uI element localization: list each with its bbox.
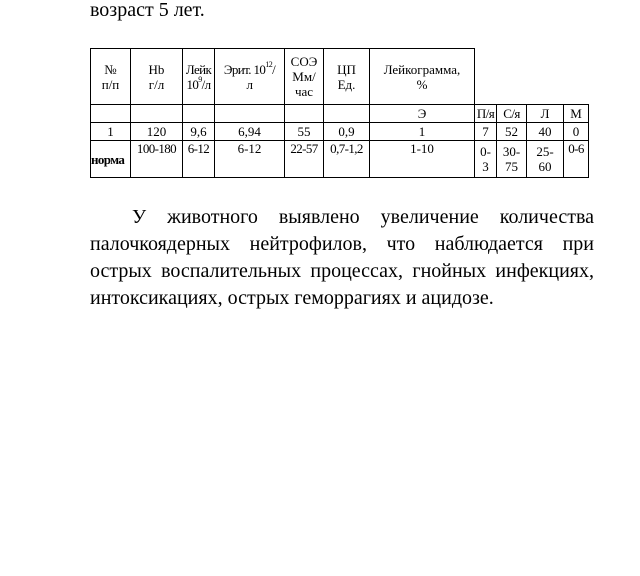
value-cell: 0 xyxy=(564,123,589,141)
norm-esr: 22-57 xyxy=(285,141,324,178)
intro-text-tail: возраст 5 лет. xyxy=(90,0,205,21)
header-row xyxy=(91,49,589,105)
header-erythrocytes: Эрит. $10^{12}/$ л xyxy=(215,49,285,105)
norm-band-neutrophils: 0- 3 xyxy=(475,141,497,178)
norm-eosinophils: 1-10 xyxy=(370,141,475,178)
sub-segmented-neutrophils: С/я xyxy=(497,105,527,123)
sub-empty-cell xyxy=(285,105,324,123)
norm-color-index: 0,7-1,2 xyxy=(324,141,370,178)
norm-lymphocytes: 25- 60 xyxy=(527,141,564,178)
value-cell: 6,94 xyxy=(215,123,285,141)
value-cell: 0,9 xyxy=(324,123,370,141)
norm-hb: 100-180 xyxy=(131,141,183,178)
sub-empty-cell xyxy=(215,105,285,123)
blood-test-table xyxy=(90,48,589,178)
sub-eosinophils: Э xyxy=(370,105,475,123)
norm-segmented-neutrophils: 30- 75 xyxy=(497,141,527,178)
value-cell: 120 xyxy=(131,123,183,141)
value-cell: 9,6 xyxy=(183,123,215,141)
value-cell: 1 xyxy=(91,123,131,141)
header-leukogram: Лейкограмма, % xyxy=(370,49,475,105)
header-hb: Hb г/л xyxy=(131,49,183,105)
header-num: № п/п xyxy=(91,49,131,105)
header-color-index: ЦП Ед. xyxy=(324,49,370,105)
sub-lymphocytes: Л xyxy=(527,105,564,123)
sub-monocytes: М xyxy=(564,105,589,123)
conclusion-paragraph: У животного выявлено увеличение количества палочкоядерных нейтрофилов, что наблюдается при острых воспалительных процессах, гнойных инфекциях, интоксикациях, острых геморрагиях и ацидозе. xyxy=(90,206,594,309)
norm-erythrocytes: 6-12 xyxy=(215,141,285,178)
header-esr: СОЭ Мм/ час xyxy=(285,49,324,105)
norm-monocytes: 0-6 xyxy=(564,141,589,178)
header-leukocytes: Лейк $10^9/л$ xyxy=(183,49,215,105)
norm-label: норма xyxy=(91,141,131,178)
sub-empty-cell xyxy=(91,105,131,123)
value-cell: 52 xyxy=(497,123,527,141)
subheader-row xyxy=(91,105,589,123)
sub-empty-cell xyxy=(324,105,370,123)
value-cell: 40 xyxy=(527,123,564,141)
values-row xyxy=(91,123,589,141)
value-cell: 7 xyxy=(475,123,497,141)
sub-band-neutrophils: П/я xyxy=(475,105,497,123)
value-cell: 55 xyxy=(285,123,324,141)
value-cell: 1 xyxy=(370,123,475,141)
sub-empty-cell xyxy=(183,105,215,123)
norm-row xyxy=(91,141,589,178)
sub-empty-cell xyxy=(131,105,183,123)
header-empty xyxy=(475,49,589,105)
norm-leukocytes: 6-12 xyxy=(183,141,215,178)
